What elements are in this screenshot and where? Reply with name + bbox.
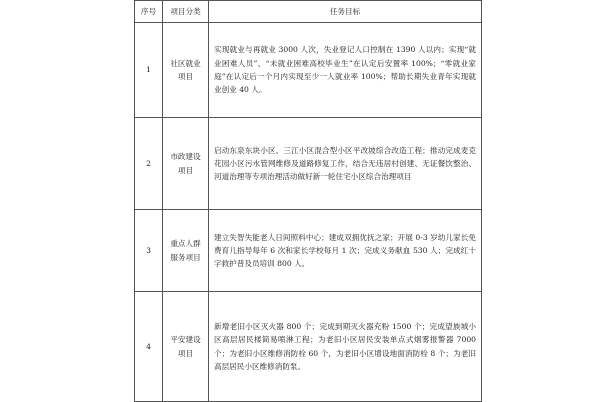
row-category: 社区就业项目 — [163, 23, 209, 118]
row-index: 1 — [135, 23, 163, 118]
row-index: 2 — [135, 118, 163, 210]
row-goal: 建立失智失能老人日间照料中心；建成双拥优抚之家；开展 0-3 岁幼儿家长免费育儿指导每年 6 次和家长学校每月 1 次；完成义务献血 530 人；完成红十字救护普及员培训 800 人。 — [209, 210, 482, 292]
row-goal: 新增老旧小区灭火器 800 个；完成到期灭火器充粉 1500 个；完成望族城小区高层居民楼简易喷淋工程；为老旧小区居民安装单点式烟雾报警器 7000 个；为老旧小区维修消防栓 60 个，为老旧小区增设地面消防栓 8 个；为老旧高层居民小区维修消防泵。 — [209, 292, 482, 402]
document-page — [134, 0, 481, 400]
row-index: 4 — [135, 292, 163, 402]
row-index: 3 — [135, 210, 163, 292]
row-goal: 启动东泉东块小区、三江小区混合型小区平改坡综合改造工程；推动完成麦克花园小区污水管网维修及道路修复工作，结合无违居村创建、无证餐饮整治、河道治理等专项治理活动做好新一轮住宅小区综合治理项目 — [209, 118, 482, 210]
table-header-row — [135, 1, 482, 23]
header-goal: 任务目标 — [209, 1, 482, 23]
row-category: 市政建设项目 — [163, 118, 209, 210]
table-row — [135, 23, 482, 118]
row-category: 重点人群服务项目 — [163, 210, 209, 292]
header-index: 序号 — [135, 1, 163, 23]
row-goal: 实现就业与再就业 3000 人次，失业登记人口控制在 1390 人以内；实现“就业困难人员”、“未就业困难高校毕业生”在认定后安置率 100%；“零就业家庭”在认定后一个月内实现至少一人就业率 100%；帮助长期失业青年实现就业创业 40 人。 — [209, 23, 482, 118]
task-table — [134, 0, 482, 402]
header-category: 项目分类 — [163, 1, 209, 23]
row-category: 平安建设项目 — [163, 292, 209, 402]
table-row — [135, 118, 482, 210]
table-row — [135, 292, 482, 402]
table-row — [135, 210, 482, 292]
